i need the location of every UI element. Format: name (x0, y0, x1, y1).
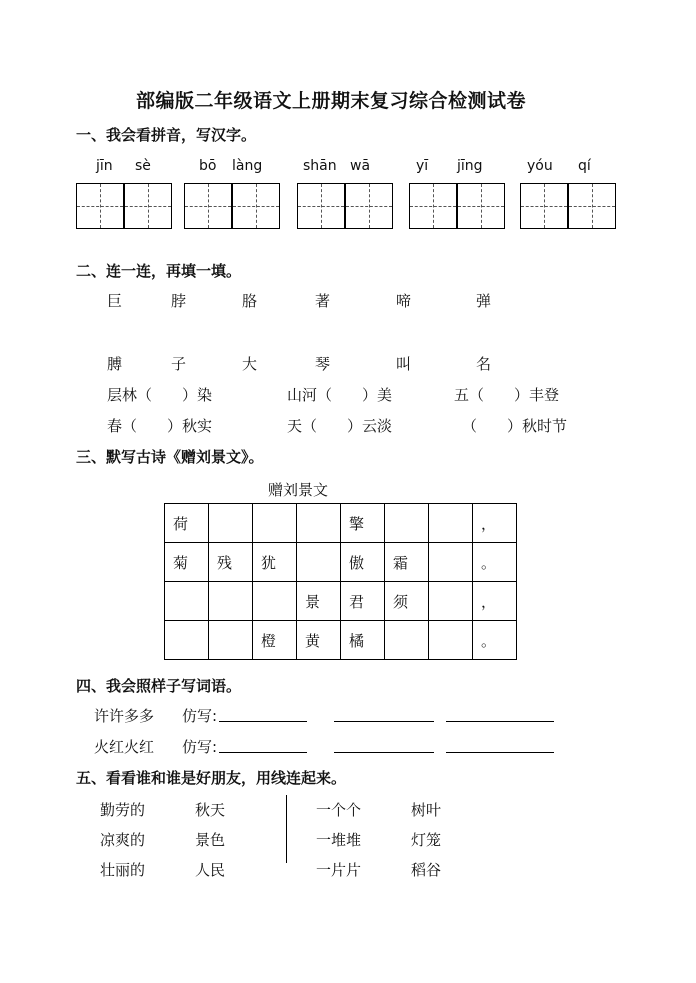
poem-cell[interactable] (385, 621, 429, 660)
answer-line[interactable] (446, 721, 554, 722)
pinyin-4b: jīng (457, 158, 483, 174)
imitate-label-2: 仿写: (182, 738, 218, 756)
answer-line[interactable] (334, 721, 434, 722)
match-bottom-4: 琴 (315, 355, 331, 373)
section-3-heading: 三、默写古诗《赠刘景文》。 (76, 448, 264, 466)
match-right-b-2: 灯笼 (411, 831, 442, 849)
poem-cell[interactable] (385, 504, 429, 543)
match-left-b-2: 景色 (195, 831, 226, 849)
fill-4: 春（ ）秋实 (107, 417, 213, 435)
poem-cell[interactable]: 霜 (385, 543, 429, 582)
match-top-2: 脖 (171, 292, 187, 310)
match-right-a-2: 一堆堆 (316, 831, 362, 849)
match-bottom-1: 膊 (107, 355, 123, 373)
match-bottom-6: 名 (476, 355, 492, 373)
poem-cell[interactable]: 犹 (253, 543, 297, 582)
match-top-6: 弹 (476, 292, 492, 310)
section-5-heading: 五、看看谁和谁是好朋友，用线连起来。 (76, 769, 347, 787)
poem-cell[interactable]: 橘 (341, 621, 385, 660)
writing-box[interactable] (297, 183, 345, 229)
poem-cell[interactable] (165, 621, 209, 660)
poem-cell[interactable] (253, 504, 297, 543)
fill-6: （ ）秋时节 (462, 417, 568, 435)
poem-cell[interactable]: 擎 (341, 504, 385, 543)
writing-box[interactable] (184, 183, 232, 229)
match-right-a-1: 一个个 (316, 801, 362, 819)
poem-cell[interactable]: 景 (297, 582, 341, 621)
section-2-heading: 二、连一连，再填一填。 (76, 262, 242, 280)
imitate-label-1: 仿写: (182, 707, 218, 725)
fill-5: 天（ ）云淡 (287, 417, 393, 435)
fill-3: 五（ ）丰登 (454, 386, 560, 404)
poem-cell[interactable] (429, 582, 473, 621)
poem-title: 赠刘景文 (268, 481, 329, 499)
match-top-1: 巨 (107, 292, 123, 310)
fill-1: 层林（ ）染 (107, 386, 213, 404)
poem-cell: 。 (473, 621, 517, 660)
poem-cell[interactable]: 荷 (165, 504, 209, 543)
poem-cell[interactable] (297, 543, 341, 582)
poem-cell[interactable] (165, 582, 209, 621)
writing-box[interactable] (76, 183, 124, 229)
answer-line[interactable] (334, 752, 434, 753)
poem-cell[interactable] (429, 621, 473, 660)
pinyin-5b: qí (578, 158, 591, 174)
section-1-heading: 一、我会看拼音，写汉字。 (76, 126, 257, 144)
match-top-4: 著 (315, 292, 331, 310)
pinyin-3a: shān (303, 158, 337, 174)
pinyin-2b: làng (232, 158, 263, 174)
pinyin-2a: bō (199, 158, 217, 174)
poem-cell[interactable] (429, 543, 473, 582)
writing-box[interactable] (457, 183, 505, 229)
poem-cell[interactable]: 菊 (165, 543, 209, 582)
match-bottom-3: 大 (242, 355, 258, 373)
match-left-a-2: 凉爽的 (100, 831, 146, 849)
poem-cell: ， (473, 504, 517, 543)
poem-cell[interactable] (209, 582, 253, 621)
poem-cell: 。 (473, 543, 517, 582)
poem-cell[interactable]: 君 (341, 582, 385, 621)
match-top-5: 啼 (396, 292, 412, 310)
answer-line[interactable] (219, 752, 307, 753)
writing-box[interactable] (124, 183, 172, 229)
poem-cell[interactable] (429, 504, 473, 543)
answer-line[interactable] (219, 721, 307, 722)
match-left-a-3: 壮丽的 (100, 861, 146, 879)
poem-cell[interactable]: 须 (385, 582, 429, 621)
poem-cell[interactable]: 黄 (297, 621, 341, 660)
match-right-a-3: 一片片 (316, 861, 362, 879)
match-left-b-3: 人民 (195, 861, 226, 879)
poem-cell[interactable] (297, 504, 341, 543)
example-word-1: 许许多多 (94, 707, 155, 725)
poem-grid (164, 503, 517, 660)
match-left-a-1: 勤劳的 (100, 801, 146, 819)
poem-cell[interactable]: 橙 (253, 621, 297, 660)
writing-box[interactable] (409, 183, 457, 229)
poem-cell[interactable]: 残 (209, 543, 253, 582)
poem-cell[interactable] (209, 621, 253, 660)
match-right-b-3: 稻谷 (411, 861, 442, 879)
pinyin-1a: jīn (96, 158, 113, 174)
example-word-2: 火红火红 (94, 738, 155, 756)
fill-2: 山河（ ）美 (287, 386, 393, 404)
section-4-heading: 四、我会照样子写词语。 (76, 677, 242, 695)
poem-cell[interactable] (253, 582, 297, 621)
pinyin-1b: sè (135, 158, 151, 174)
match-bottom-5: 叫 (396, 355, 412, 373)
writing-box[interactable] (568, 183, 616, 229)
divider (286, 795, 287, 863)
match-bottom-2: 子 (171, 355, 187, 373)
pinyin-4a: yī (416, 158, 429, 174)
pinyin-5a: yóu (527, 158, 553, 174)
writing-box[interactable] (520, 183, 568, 229)
writing-box[interactable] (232, 183, 280, 229)
pinyin-3b: wā (350, 158, 371, 174)
answer-line[interactable] (446, 752, 554, 753)
match-left-b-1: 秋天 (195, 801, 226, 819)
match-right-b-1: 树叶 (411, 801, 442, 819)
writing-box[interactable] (345, 183, 393, 229)
poem-cell: ， (473, 582, 517, 621)
match-top-3: 胳 (242, 292, 258, 310)
page-title: 部编版二年级语文上册期末复习综合检测试卷 (136, 90, 527, 112)
poem-cell[interactable] (209, 504, 253, 543)
poem-cell[interactable]: 傲 (341, 543, 385, 582)
